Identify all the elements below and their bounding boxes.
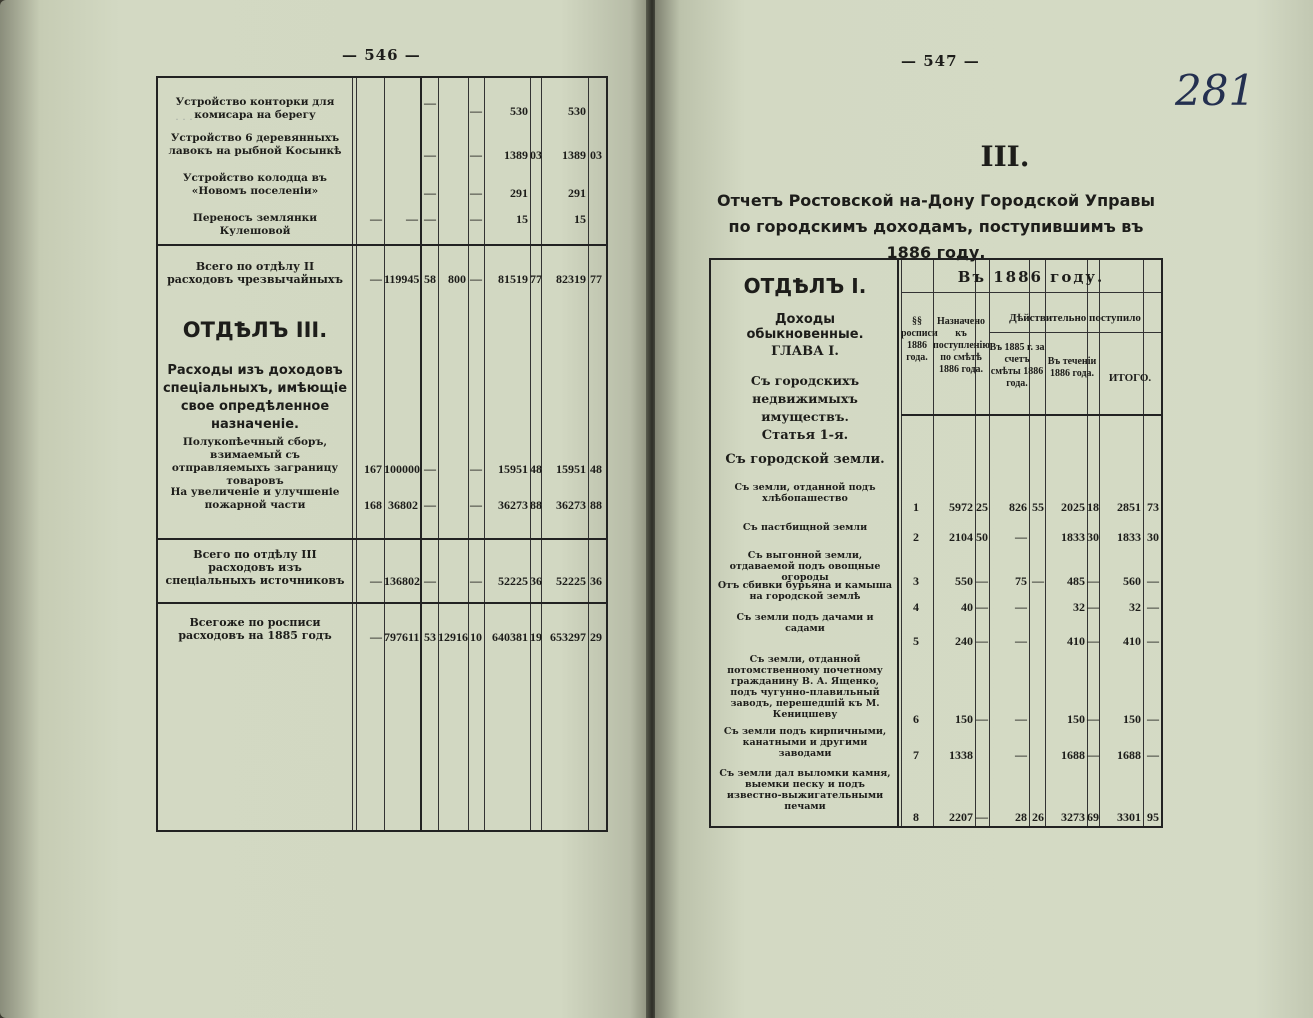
row-description: Съ земли подъ кирпичными, канатными и другими заводами	[723, 726, 887, 759]
cell-d: 485	[1067, 574, 1085, 588]
actual-header: Дѣйствительно поступило	[1009, 312, 1141, 324]
cell-p: 28	[1015, 810, 1027, 824]
chapter-subtitle: Съ городскихъ недвижимыхъ имуществъ.	[750, 373, 860, 424]
cell-dk: 18	[1087, 500, 1099, 514]
row-description: Съ выгонной земли, отдаваемой подъ овощные огороды	[729, 550, 881, 583]
cell-d: 3273	[1061, 810, 1085, 824]
cell-ss: 4	[913, 600, 919, 614]
assigned-header: Назначено къ поступленію по смѣтѣ 1886 года.	[933, 316, 990, 375]
cell-tk: —	[1147, 634, 1159, 648]
cell-d: 410	[1067, 634, 1085, 648]
cell-t: 2851	[1117, 500, 1141, 514]
cell-ak: —	[976, 574, 988, 588]
cell-ss: 8	[913, 810, 919, 824]
cell-dk: —	[1087, 600, 1099, 614]
cell-dk: —	[1087, 634, 1099, 648]
cell-ak: —	[976, 810, 988, 824]
article-subtitle: Съ городской земли.	[725, 452, 885, 467]
cell-ak: —	[976, 634, 988, 648]
cell-t: 560	[1123, 574, 1141, 588]
cell-a: 40	[961, 600, 973, 614]
prev-header: Въ 1885 г. за счетъ смѣты 1886 года.	[989, 342, 1045, 389]
cell-d: 1833	[1061, 530, 1085, 544]
cell-p: 826	[1009, 500, 1027, 514]
page-number: — 546 —	[342, 46, 421, 64]
cell-p: —	[1015, 748, 1027, 762]
chapter-title: ГЛАВА I.	[771, 344, 839, 359]
left-page	[0, 0, 648, 1018]
cell-a: 550	[955, 574, 973, 588]
cell-tk: —	[1147, 748, 1159, 762]
row-description: Съ земли дал выломки камня, выемки песку и подъ известно-выжигательными печами	[719, 768, 891, 812]
report-title: Отчетъ Ростовской на-Дону Городской Управы по городскимъ доходамъ, поступившимъ въ 1886 году.	[717, 191, 1155, 262]
cell-p: 75	[1015, 574, 1027, 588]
total-header: ИТОГО.	[1108, 372, 1152, 384]
cell-ss: 1	[913, 500, 919, 514]
cell-tk: —	[1147, 712, 1159, 726]
row-description: Съ земли, отданной подъ хлѣбопашество	[734, 482, 876, 504]
cell-t: 410	[1123, 634, 1141, 648]
cell-ak: —	[976, 600, 988, 614]
cell-d: 150	[1067, 712, 1085, 726]
cell-ak: 25	[976, 500, 988, 514]
year-header: Въ 1886 году.	[957, 268, 1105, 286]
cell-dk: —	[1087, 748, 1099, 762]
cell-t: 1688	[1117, 748, 1141, 762]
cell-a: 150	[955, 712, 973, 726]
cell-dk: 30	[1087, 530, 1099, 544]
cell-p: —	[1015, 712, 1027, 726]
cell-p: —	[1015, 530, 1027, 544]
cell-t: 150	[1123, 712, 1141, 726]
cell-dk: 69	[1087, 810, 1099, 824]
cell-pk: 26	[1032, 810, 1044, 824]
cell-a: 1338	[949, 748, 973, 762]
cell-a: 5972	[949, 500, 973, 514]
row-description: Съ пастбищной земли	[742, 522, 868, 533]
row-description: Отъ сбивки бурьяна и камыша на городской землѣ	[717, 580, 893, 602]
cell-ss: 2	[913, 530, 919, 544]
cell-d: 2025	[1061, 500, 1085, 514]
row-description: Съ земли подъ дачами и садами	[736, 612, 874, 634]
cell-pk: —	[1032, 574, 1044, 588]
page-number: — 547 —	[901, 52, 980, 70]
cell-dk: —	[1087, 712, 1099, 726]
row-description: Съ земли, отданной потомственному почетному гражданину В. А. Ященко, подъ чугунно-плавильный заводъ, перешедшій къ М. Кеницшеву	[727, 654, 883, 720]
cell-ss: 6	[913, 712, 919, 726]
cell-tk: 73	[1147, 500, 1159, 514]
section-title: ОТДѢЛЪ III.	[182, 318, 328, 342]
cell-ak: 50	[976, 530, 988, 544]
handwritten-folio-number: 281	[1175, 66, 1256, 115]
cell-tk: —	[1147, 574, 1159, 588]
cell-tk: 30	[1147, 530, 1159, 544]
cell-tk: 95	[1147, 810, 1159, 824]
ss-header: §§ росписи 1886 года.	[901, 316, 938, 363]
cell-a: 2207	[949, 810, 973, 824]
income-table	[709, 258, 1163, 828]
right-page	[655, 0, 1313, 1018]
section-subtitle: Доходы обыкновенные.	[746, 312, 864, 342]
cell-t: 32	[1129, 600, 1141, 614]
during-header: Въ теченіи 1886 года.	[1047, 356, 1097, 379]
cell-dk: —	[1087, 574, 1099, 588]
cell-a: 240	[955, 634, 973, 648]
cell-a: 2104	[949, 530, 973, 544]
cell-p: —	[1015, 600, 1027, 614]
bleed-through: · · ·	[175, 112, 193, 126]
report-number: III.	[980, 140, 1030, 173]
expense-table: Устройство конторки для комисара на берегу — — 530 530 Устройство 6 деревянныхъ лавокъ на рыбной Косынкѣ — — 1389 03 1389 03 Устройство колодца въ «Новомъ поселеніи» — — 291 291 Переносъ землянки Кулешовой — — — — 15 15 Всего по отдѣлу II расходовъ чрезвычайныхъ — 119945 58 800 — 81519 77 82319 77 ОТДѢЛЪ III. Расходы изъ доходовъ спеціальныхъ, имѣющіе свое опредѣленное назначеніе. Полукопѣечный сборъ, взимаемый съ отправляемыхъ заграницу товаровъ 167 100000 — — 15951 48 15951 48 На увеличеніе и улучшеніе пожарной части 168 36802 — — 36273 88 36273 88 Всего по отдѣлу III расходовъ изъ спеціальныхъ источниковъ — 136802 — — 52225 36 52225 36 Всегоже по росписи расходовъ на 1885 годъ — 797611 53 12916 10 640381 19 653297 29	[156, 76, 608, 832]
cell-ss: 7	[913, 748, 919, 762]
section-subtitle: Расходы изъ доходовъ спеціальныхъ, имѣющіе свое опредѣленное назначеніе.	[162, 363, 348, 432]
cell-d: 32	[1073, 600, 1085, 614]
cell-p: —	[1015, 634, 1027, 648]
cell-pk: 55	[1032, 500, 1044, 514]
cell-ak: —	[976, 712, 988, 726]
cell-t: 3301	[1117, 810, 1141, 824]
cell-ss: 3	[913, 574, 919, 588]
cell-ss: 5	[913, 634, 919, 648]
article-title: Статья 1-я.	[761, 428, 849, 443]
cell-d: 1688	[1061, 748, 1085, 762]
cell-tk: —	[1147, 600, 1159, 614]
cell-t: 1833	[1117, 530, 1141, 544]
section-title: ОТДѢЛЪ I.	[743, 274, 867, 298]
